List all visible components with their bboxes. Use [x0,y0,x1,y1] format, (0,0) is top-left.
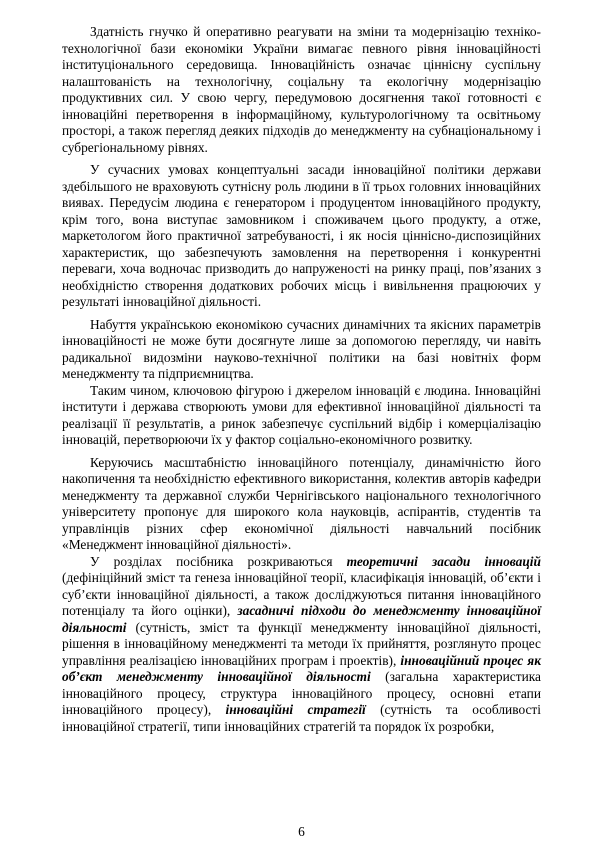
overview-text-1: У розділах посібника розкриваються [90,553,347,569]
paragraph-textbook-intro: Керуючись масштабністю інноваційного потенціалу, динамічністю його накопичення та необхідністю ефективного використання, колектив авторів кафедри менеджменту та державної служби Чернігівського національного технологічного університету пропонує для широкого кола науковців, аспірантів, студентів та управлінців різних сфер економічної діяльності навчальний посібник «Менеджмент інноваційної діяльності». [62,454,541,552]
emphasis-innovation-strategies: інноваційні стратегії [225,702,366,717]
paragraph-key-figure: Таким чином, ключовою фігурою і джерелом інновацій є людина. Інноваційні інститути і держава створюють умови для ефективної інноваційної діяльності та реалізації її результатів, а ринок забезпечує суспільний відбір і комерціалізацію інновацій, перетворюючи їх у фактор соціально-економічного розвитку. [62,382,541,447]
paragraph-innovation-readiness: Здатність гнучко й оперативно реагувати на зміни та модернізацію техніко-технологічної бази економіки України вимагає певного рівня інноваційності інституціонального середовища. Інноваційність означає ціннісну суспільну налаштованість на технологічну, соціальну та екологічну модернізацію продуктивних сил. У свою чергу, передумовою досягнення такої готовності є інноваційні перетворення в інформаційному, культурологічному та освітньому просторі, а також перегляд деяких підходів до менеджменту на субнаціональному і субрегіональному рівнях. [62,24,541,155]
paragraph-sections-overview [62,554,541,736]
paragraph-economic-parameters: Набуття українською економікою сучасних динамічних та якісних параметрів інноваційності не може бути досягнуте лише за допомогою перегляду, чи навіть радикальної видозміни науково-технічної політики на базі новітніх форм менеджменту та підприємництва. [62,316,541,381]
paragraph-human-role: У сучасних умовах концептуальні засади інноваційної політики держави здебільшого не враховують сутнісну роль людини в її трьох головних інноваційних виявах. Передусім людина є генератором і продуцентом інноваційного продукту, крім того, вона виступає замовником і споживачем цього продукту, а отже, маркетологом його практичної затребуваності, і як носія ціннісно-диспозиційних характеристик, що забезпечують замовлення на перетворення і конкурентні переваги, хоча водночас призводить до напруженості на ринку праці, пов’язаних з необхідністю створення додаткових робочих місць і вивільнення працюючих у результаті інноваційної діяльності. [62,162,541,309]
document-page [62,24,541,839]
overview-text-2: (дефініційний зміст та генеза інноваційної теорії, класифікація інновацій, об’єкти і суб’єкти інноваційної діяльності, а також досліджуються питання інноваційного потенціалу та його оцінки), [62,570,541,618]
overview-text-5: (сутність та особливості інноваційної стратегії, типи інноваційних стратегій та порядок їх розробки, [62,702,541,734]
overview-text-4: (загальна характеристика інноваційного процесу, структура інноваційного процесу, основні етапи інноваційного процесу), [62,669,541,717]
emphasis-management-approaches: засадничі підходи до менеджменту інноваційної діяльності [62,603,541,635]
page-number: 6 [298,824,305,839]
emphasis-theoretical-foundations: теоретичні засади інновацій [346,553,541,569]
emphasis-innovation-process: інноваційний процес як об’єкт менеджменту інноваційної діяльності [62,652,541,684]
overview-text-3: (сутність, зміст та функції менеджменту інноваційної діяльності, рішення в інноваційному менеджменті та методи їх прийняття, розглянуто процес управління реалізацією інноваційних програм і проектів), [62,619,541,668]
